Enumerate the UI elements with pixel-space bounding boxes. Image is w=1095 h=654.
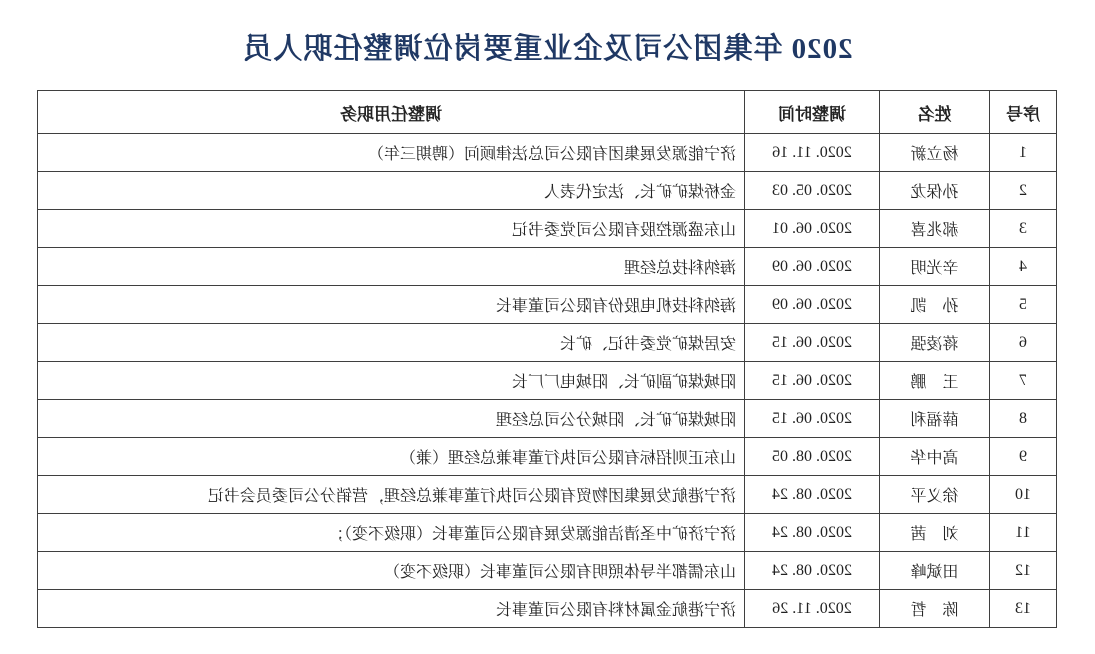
header-adjust-position: 调整任用职务 (38, 91, 745, 134)
cell-position: 山东儒都半导体照明有限公司董事长（职级不变） (38, 552, 745, 590)
cell-adjust-time: 2020. 08. 24 (745, 552, 880, 590)
cell-name: 杨立新 (880, 134, 990, 172)
table-row (38, 514, 1057, 552)
cell-position: 海纳科技总经理 (38, 248, 745, 286)
cell-name: 郝兆喜 (880, 210, 990, 248)
table-row (38, 210, 1057, 248)
page-title: 2020 年集团公司及企业重要岗位调整任职人员 (242, 33, 853, 65)
cell-serial-number: 12 (990, 552, 1057, 590)
cell-serial-number: 7 (990, 362, 1057, 400)
table-body (38, 134, 1057, 628)
cell-name: 孙保龙 (880, 172, 990, 210)
cell-serial-number: 1 (990, 134, 1057, 172)
cell-position: 济宁港航发展集团物贸有限公司执行董事兼总经理，营销分公司委员会书记 (38, 476, 745, 514)
cell-adjust-time: 2020. 05. 03 (745, 172, 880, 210)
cell-adjust-time: 2020. 11. 26 (745, 590, 880, 628)
cell-serial-number: 10 (990, 476, 1057, 514)
cell-name: 辛光明 (880, 248, 990, 286)
cell-adjust-time: 2020. 06. 09 (745, 248, 880, 286)
cell-serial-number: 9 (990, 438, 1057, 476)
cell-adjust-time: 2020. 06. 15 (745, 400, 880, 438)
header-serial-number: 序号 (990, 91, 1057, 134)
cell-name: 孙 凯 (880, 286, 990, 324)
table-row (38, 248, 1057, 286)
table-row (38, 362, 1057, 400)
personnel-table (37, 90, 1057, 628)
cell-position: 济宁港航金属材料有限公司董事长 (38, 590, 745, 628)
cell-name: 高中华 (880, 438, 990, 476)
cell-position: 济宁能源发展集团有限公司总法律顾问（聘期三年） (38, 134, 745, 172)
cell-adjust-time: 2020. 06. 15 (745, 324, 880, 362)
cell-position: 金桥煤矿矿长、法定代表人 (38, 172, 745, 210)
cell-name: 蒋凌强 (880, 324, 990, 362)
cell-name: 徐义平 (880, 476, 990, 514)
cell-serial-number: 13 (990, 590, 1057, 628)
table-row (38, 438, 1057, 476)
cell-serial-number: 4 (990, 248, 1057, 286)
cell-adjust-time: 2020. 11. 16 (745, 134, 880, 172)
cell-position: 安居煤矿党委书记、矿长 (38, 324, 745, 362)
cell-name: 薛福利 (880, 400, 990, 438)
cell-serial-number: 2 (990, 172, 1057, 210)
table-row (38, 476, 1057, 514)
table-row (38, 552, 1057, 590)
cell-serial-number: 8 (990, 400, 1057, 438)
cell-name: 王 鹏 (880, 362, 990, 400)
cell-adjust-time: 2020. 06. 09 (745, 286, 880, 324)
table-row (38, 134, 1057, 172)
cell-name: 田斌峰 (880, 552, 990, 590)
cell-position: 阳城煤矿矿长、阳城分公司总经理 (38, 400, 745, 438)
header-name: 姓名 (880, 91, 990, 134)
cell-adjust-time: 2020. 08. 24 (745, 514, 880, 552)
cell-serial-number: 6 (990, 324, 1057, 362)
cell-adjust-time: 2020. 06. 15 (745, 362, 880, 400)
cell-name: 陈 哲 (880, 590, 990, 628)
cell-serial-number: 11 (990, 514, 1057, 552)
cell-adjust-time: 2020. 06. 01 (745, 210, 880, 248)
table-row (38, 400, 1057, 438)
header-adjust-time: 调整时间 (745, 91, 880, 134)
cell-position: 济宁济矿中圣清洁能源发展有限公司董事长（职级不变）； (38, 514, 745, 552)
table-header-row (38, 91, 1057, 134)
table-row (38, 286, 1057, 324)
cell-position: 海纳科技机电股份有限公司董事长 (38, 286, 745, 324)
cell-serial-number: 5 (990, 286, 1057, 324)
cell-position: 山东正则招标有限公司执行董事兼总经理（兼） (38, 438, 745, 476)
table-row (38, 324, 1057, 362)
table-row (38, 590, 1057, 628)
cell-adjust-time: 2020. 08. 24 (745, 476, 880, 514)
cell-adjust-time: 2020. 08. 05 (745, 438, 880, 476)
cell-serial-number: 3 (990, 210, 1057, 248)
cell-position: 山东盛源控股有限公司党委书记 (38, 210, 745, 248)
cell-position: 阳城煤矿副矿长、阳城电厂厂长 (38, 362, 745, 400)
table-row (38, 172, 1057, 210)
cell-name: 刘 茜 (880, 514, 990, 552)
